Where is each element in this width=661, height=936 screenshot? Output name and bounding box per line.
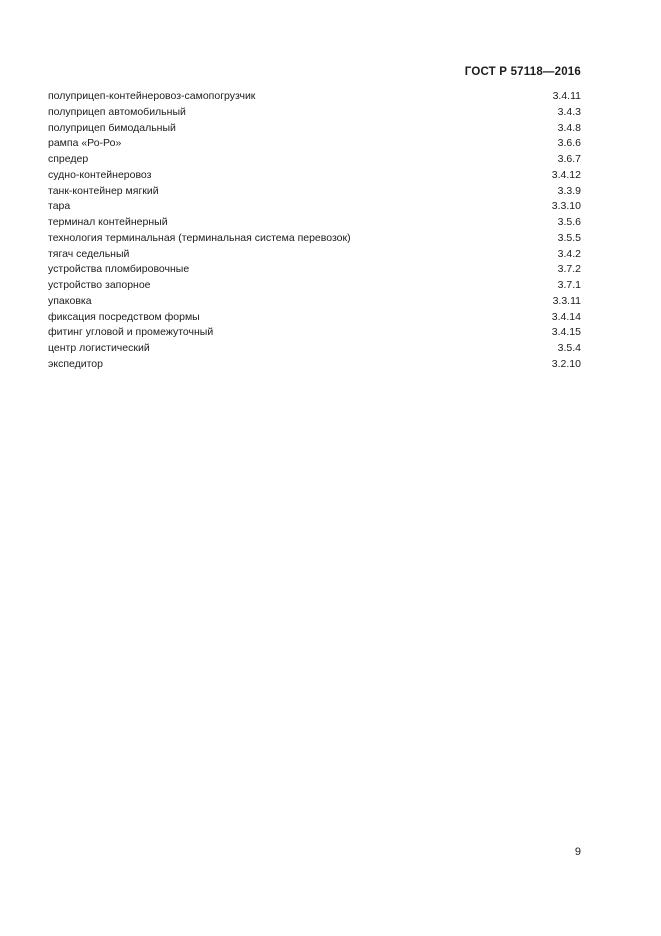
page-number: 9: [574, 846, 581, 858]
index-entry-row: [48, 278, 581, 294]
index-ref-number: 3.2.10: [551, 357, 581, 370]
index-term: тара: [48, 200, 71, 213]
index-ref-number: 3.6.6: [557, 137, 581, 150]
index-entry-row: [48, 89, 581, 105]
index-entry-row: [48, 341, 581, 357]
index-entry-row: [48, 184, 581, 200]
index-entry-row: [48, 199, 581, 215]
index-term: полуприцеп автомобильный: [48, 105, 186, 118]
index-entry-row: [48, 231, 581, 247]
index-ref-number: 3.7.1: [557, 279, 581, 291]
index-term: устройство запорное: [48, 279, 151, 291]
index-term: центр логистический: [48, 342, 150, 354]
index-entry-row: [48, 215, 581, 231]
index-term: судно-контейнеровоз: [48, 168, 152, 181]
index-ref-number: 3.4.11: [552, 90, 581, 102]
index-ref-number: 3.4.8: [557, 121, 581, 134]
index-ref-number: 3.7.2: [557, 263, 581, 276]
alphabetical-index-list: [48, 89, 581, 373]
index-entry-row: [48, 121, 581, 137]
index-entry-row: [48, 310, 581, 326]
index-ref-number: 3.5.5: [557, 231, 581, 244]
index-ref-number: 3.4.2: [557, 247, 581, 260]
index-ref-number: 3.4.15: [551, 326, 581, 339]
index-ref-number: 3.4.3: [557, 105, 581, 118]
index-term: технология терминальная (терминальная система перевозок): [48, 231, 351, 244]
index-term: танк-контейнер мягкий: [48, 184, 159, 197]
index-term: терминал контейнерный: [48, 216, 168, 228]
index-term: спредер: [48, 153, 89, 165]
index-entry-row: [48, 357, 581, 373]
index-ref-number: 3.5.4: [557, 342, 581, 354]
index-term: упаковка: [48, 294, 92, 307]
index-term: фиксация посредством формы: [48, 310, 200, 323]
index-term: рампа «Ро-Ро»: [48, 137, 122, 150]
index-ref-number: 3.5.6: [557, 216, 581, 228]
index-term: полуприцеп бимодальный: [48, 121, 176, 134]
index-term: фитинг угловой и промежуточный: [48, 326, 214, 339]
index-term: тягач седельный: [48, 247, 130, 260]
index-entry-row: [48, 294, 581, 310]
index-term: экспедитор: [48, 357, 103, 370]
index-entry-row: [48, 136, 581, 152]
index-ref-number: 3.4.14: [551, 310, 581, 323]
index-entry-row: [48, 262, 581, 278]
index-ref-number: 3.4.12: [551, 168, 581, 181]
index-entry-row: [48, 152, 581, 168]
index-entry-row: [48, 105, 581, 121]
index-entry-row: [48, 325, 581, 341]
index-ref-number: 3.3.9: [557, 184, 581, 197]
index-term: устройства пломбировочные: [48, 263, 190, 276]
index-entry-row: [48, 168, 581, 184]
index-ref-number: 3.3.11: [552, 294, 581, 307]
index-ref-number: 3.6.7: [557, 153, 581, 165]
index-entry-row: [48, 247, 581, 263]
document-header-standard-number: ГОСТ Р 57118—2016: [464, 66, 581, 78]
index-ref-number: 3.3.10: [551, 200, 581, 213]
index-term: полуприцеп-контейнеровоз-самопогрузчик: [48, 90, 256, 102]
